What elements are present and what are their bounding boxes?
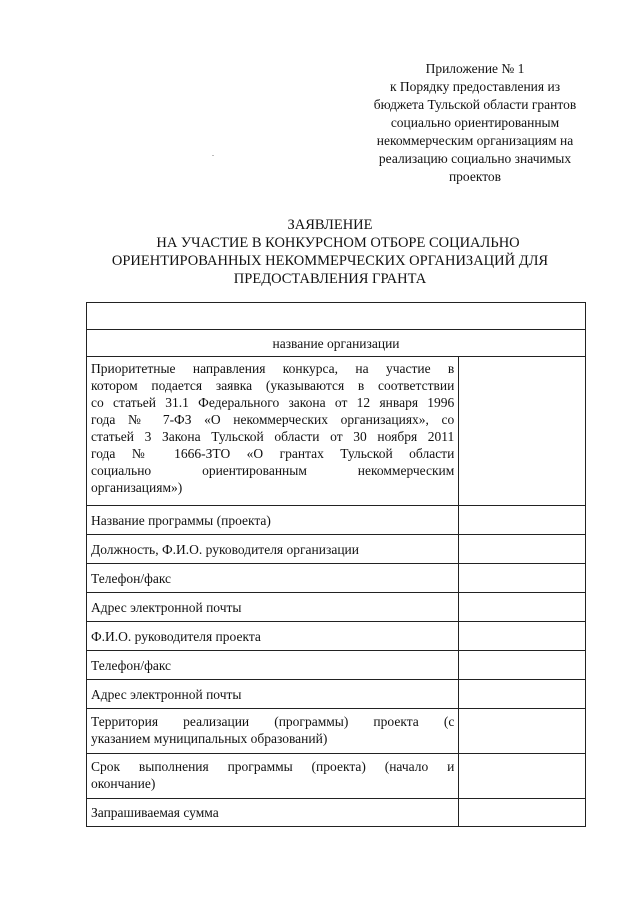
term-label: [87, 754, 459, 799]
application-table: [86, 302, 586, 827]
table-row: [87, 357, 586, 506]
priority-line: года № 1666-ЗТО «О грантах Тульской области: [91, 446, 455, 461]
row-label: Адрес электронной почты: [87, 593, 459, 622]
table-row: [87, 622, 586, 651]
title-line: НА УЧАСТИЕ В КОНКУРСНОМ ОТБОРЕ СОЦИАЛЬНО: [156, 235, 520, 251]
priority-line: статьей 3 Закона Тульской области от 30 ноября 2011: [91, 429, 455, 444]
table-row: [87, 535, 586, 564]
value-field[interactable]: [459, 564, 586, 593]
table-row: [87, 506, 586, 535]
row-label: Название программы (проекта): [87, 506, 459, 535]
priority-line: социально ориентированным некоммерческим: [91, 463, 455, 478]
priority-value-field[interactable]: [459, 357, 586, 506]
value-field[interactable]: [459, 622, 586, 651]
value-field[interactable]: [459, 506, 586, 535]
term-line: Срок выполнения программы (проекта) (начало и: [91, 759, 455, 774]
value-field[interactable]: [459, 593, 586, 622]
territory-value-field[interactable]: [459, 709, 586, 754]
priority-line: котором подается заявка (указываются в соответствии: [91, 378, 455, 393]
row-label: Телефон/факс: [87, 651, 459, 680]
organization-caption: название организации: [87, 330, 586, 357]
table-row: [87, 564, 586, 593]
term-value-field[interactable]: [459, 754, 586, 799]
annex-line: некоммерческим организациям на: [376, 133, 574, 148]
amount-label: Запрашиваемая сумма: [87, 799, 459, 827]
term-line: окончание): [91, 776, 156, 791]
row-label: Должность, Ф.И.О. руководителя организации: [87, 535, 459, 564]
annex-line: социально ориентированным: [390, 115, 560, 130]
priority-line: организациям»): [91, 480, 183, 495]
annex-line: к Порядку предоставления из: [389, 79, 561, 94]
annex-line: бюджета Тульской области грантов: [373, 97, 577, 112]
value-field[interactable]: [459, 651, 586, 680]
scan-speck: [212, 155, 214, 156]
title-line: ПРЕДОСТАВЛЕНИЯ ГРАНТА: [233, 271, 427, 287]
annex-line: Приложение № 1: [425, 61, 525, 76]
row-label: Ф.И.О. руководителя проекта: [87, 622, 459, 651]
title-line: ОРИЕНТИРОВАННЫХ НЕКОММЕРЧЕСКИХ ОРГАНИЗАЦИЙ ДЛЯ: [111, 253, 549, 269]
territory-line: указанием муниципальных образований): [91, 731, 328, 746]
value-field[interactable]: [459, 535, 586, 564]
priority-line: со статьей 31.1 Федерального закона от 12 января 1996: [91, 395, 455, 410]
territory-line: Территория реализации (программы) проекта (с: [91, 714, 455, 729]
table-row: [87, 593, 586, 622]
table-row: [87, 754, 586, 799]
priority-line: Приоритетные направления конкурса, на участие в: [91, 361, 455, 376]
value-field[interactable]: [459, 680, 586, 709]
document-title: [80, 216, 580, 288]
table-row: [87, 799, 586, 827]
annex-line: реализацию социально значимых: [378, 151, 572, 166]
annex-line: проектов: [448, 169, 502, 184]
table-row: [87, 709, 586, 754]
title-line: ЗАЯВЛЕНИЕ: [287, 217, 373, 233]
amount-value-field[interactable]: [459, 799, 586, 827]
territory-label: [87, 709, 459, 754]
table-row: [87, 651, 586, 680]
priority-line: года № 7-ФЗ «О некоммерческих организациях», со: [91, 412, 455, 427]
annex-header: [330, 60, 620, 186]
row-label: Адрес электронной почты: [87, 680, 459, 709]
row-label: Телефон/факс: [87, 564, 459, 593]
organization-name-field[interactable]: [87, 303, 586, 330]
table-row: [87, 330, 586, 357]
table-row: [87, 303, 586, 330]
priority-label: [87, 357, 459, 506]
table-row: [87, 680, 586, 709]
